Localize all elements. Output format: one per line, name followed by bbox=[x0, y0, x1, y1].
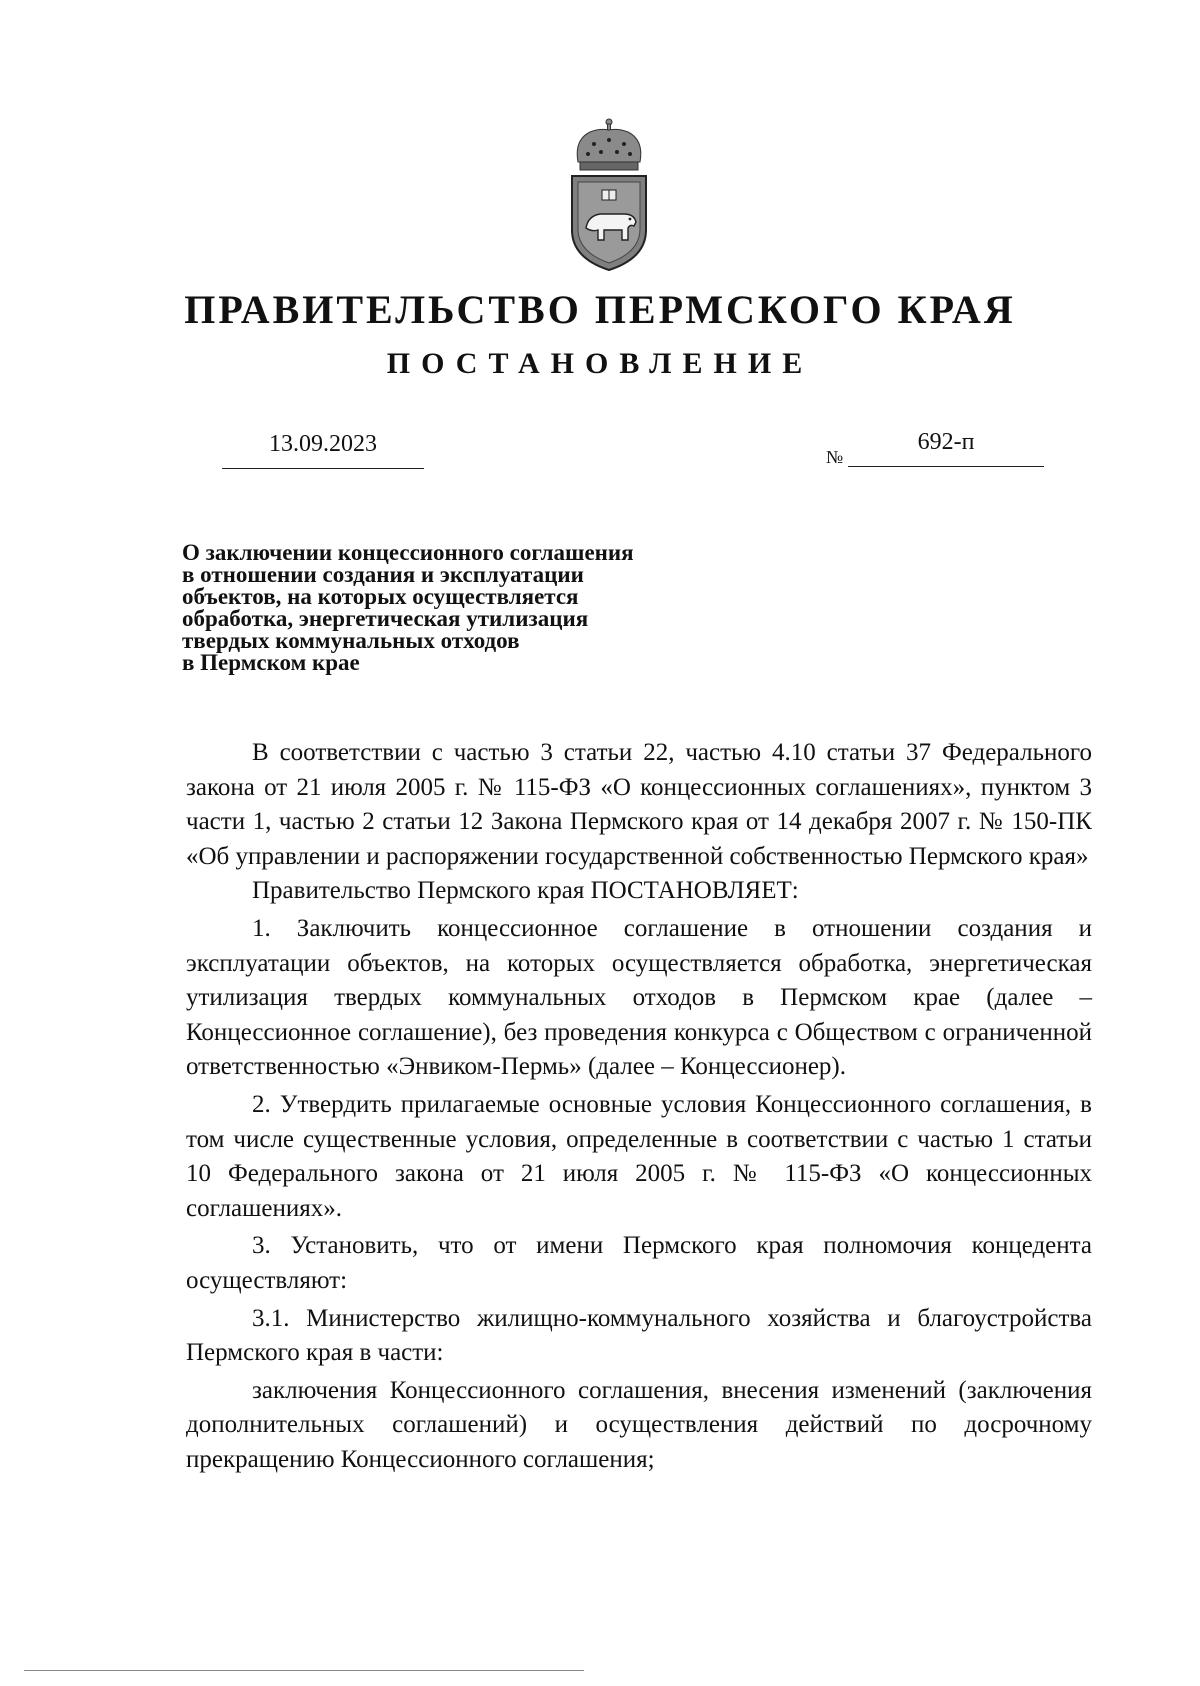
clause-1: 1. Заключить концессионное соглашение в отношении создания и эксплуатации объектов, на которых осуществляется обработка, энергетическая утилизация твердых коммунальных отходов в Пермском крае (далее – Концессионное соглашение), без проведения конкурса с Обществом с ограниченной ответственностью «Энвиком-Пермь» (далее – Концессионер). bbox=[186, 914, 1092, 1081]
subject-line: твердых коммунальных отходов bbox=[182, 628, 520, 653]
clause-3-1: 3.1. Министерство жилищно-коммунального хозяйства и благоустройства Пермского края в части: bbox=[186, 1304, 1092, 1367]
subject-line: в отношении создания и эксплуатации bbox=[182, 562, 584, 587]
document-date: 13.09.2023 bbox=[222, 426, 424, 469]
subject-line: О заключении концессионного соглашения bbox=[182, 540, 634, 565]
subject-line: в Пермском крае bbox=[182, 650, 360, 675]
clause-3: 3. Установить, что от имени Пермского края полномочия концедента осуществляют: bbox=[186, 1232, 1092, 1294]
document-body bbox=[186, 736, 1092, 1477]
clause-3-1-item: заключения Концессионного соглашения, внесения изменений (заключения дополнительных соглашений) и осуществления действий по досрочному прекращению Концессионного соглашения; bbox=[186, 1376, 1092, 1473]
organization-title: ПРАВИТЕЛЬСТВО ПЕРМСКОГО КРАЯ bbox=[184, 287, 1016, 332]
number-label: № bbox=[826, 447, 844, 467]
legal-basis-paragraph: В соответствии с частью 3 статьи 22, частью 4.10 статьи 37 Федерального закона от 21 июля 2005 г. № 115-ФЗ «О концессионных соглашениях», пунктом 3 части 1, частью 2 статьи 12 Закона Пермского края от 14 декабря 2007 г. № 150-ПК «Об управлении и распоряжении государственной собственностью Пермского края» bbox=[186, 739, 1092, 870]
document-number: 692-п bbox=[848, 424, 1044, 467]
footer-divider bbox=[24, 1670, 584, 1671]
document-type: ПОСТАНОВЛЕНИЕ bbox=[386, 347, 814, 380]
resolution-statement: Правительство Пермского края ПОСТАНОВЛЯЕТ: bbox=[252, 877, 799, 905]
subject-line: объектов, на которых осуществляется bbox=[182, 584, 579, 609]
subject-line: обработка, энергетическая утилизация bbox=[182, 606, 589, 631]
clause-2: 2. Утвердить прилагаемые основные условия Концессионного соглашения, в том числе существенные условия, определенные в соответствии с частью 1 статьи 10 Федерального закона от 21 июля 2005 г. № 115-ФЗ «О концессионных соглашениях». bbox=[186, 1090, 1092, 1222]
document-subject bbox=[182, 542, 742, 674]
perm-krai-coat-of-arms-icon bbox=[564, 118, 654, 273]
